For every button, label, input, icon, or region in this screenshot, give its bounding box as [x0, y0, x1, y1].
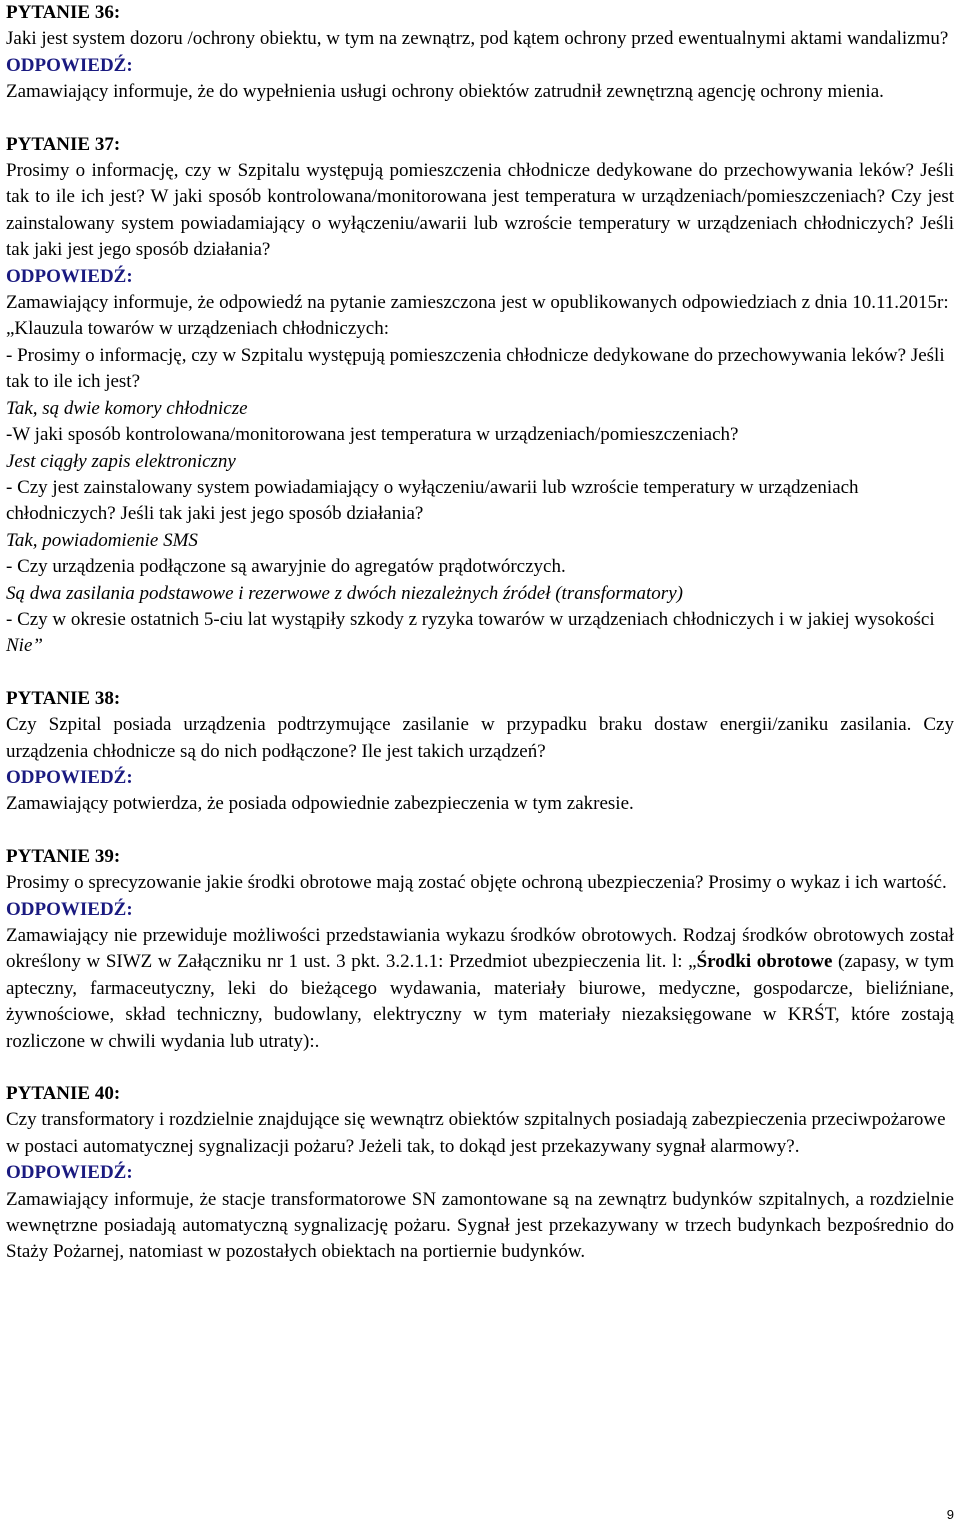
page-number: 9 [946, 1507, 954, 1522]
question-37-title: PYTANIE 37: [6, 133, 121, 155]
answer-39-text-post: (zapasy, w tym apteczny, farmaceutyczny, leki do bieżącego wydawania, materiały biurowe, medyczne, gospodarcze, bieliźniane, żywnościowe, skład techniczny, budowlany, elektryczny w tym materiały niezaksięgowane w KRŚT, które zostają rozliczone w chwili wydania lub utraty):. [6, 951, 954, 1052]
answer-37-text: Zamawiający informuje, że odpowiedź na pytanie zamieszczona jest w opublikowanych odpowiedziach z dnia 10.11.2015r: [6, 292, 949, 314]
question-36-title: PYTANIE 36: [6, 2, 121, 23]
answer-39-text-pre: Zamawiający nie przewiduje możliwości przedstawiania wykazu środków obrotowych. Rodzaj środków obrotowych został określony w SIWZ w Załączniku nr 1 ust. 3 pkt. 3.2.1.1: Przedmiot ubezpieczenia lit. l: „ [6, 925, 954, 973]
question-38-title: PYTANIE 38: [6, 687, 121, 709]
question-40-text: Czy transformatory i rozdzielnie znajdujące się wewnątrz obiektów szpitalnych posiadają zabezpieczenia przeciwpożarowe w postaci automatycznej sygnalizacji pożaru? Jeżeli tak, to dokąd jest przekazywany sygnał alarmowy?. [6, 1109, 946, 1157]
question-38-text: Czy Szpital posiada urządzenia podtrzymujące zasilanie w przypadku braku dostaw energii/zaniku zasilania. Czy urządzenia chłodnicze są do nich podłączone? Ile jest takich urządzeń? [6, 714, 954, 762]
answer-37-item-2-question: -W jaki sposób kontrolowana/monitorowana jest temperatura w urządzeniach/pomieszczeniach? [6, 424, 739, 446]
document-page [6, 0, 954, 1266]
question-37-text: Prosimy o informację, czy w Szpitalu występują pomieszczenia chłodnicze dedykowane do przechowywania leków? Jeśli tak to ile ich jest? W jaki sposób kontrolowana/monitorowana jest temperatura w urządzeniach/pomieszczeniach? Czy jest zainstalowany system powiadamiający o wyłączeniu/awarii lub wzroście temperatury w urządzeniach chłodniczych? Jeśli tak jaki jest jego sposób działania? [6, 160, 954, 261]
answer-36-text: Zamawiający informuje, że do wypełnienia usługi ochrony obiektów zatrudnił zewnętrzną agencję ochrony mienia. [6, 81, 884, 103]
question-40-title: PYTANIE 40: [6, 1083, 121, 1105]
answer-39-label: ODPOWIEDŹ: [6, 898, 133, 920]
answer-37-label: ODPOWIEDŹ: [6, 265, 133, 287]
answer-37-quote-title: „Klauzula towarów w urządzeniach chłodniczych: [6, 318, 389, 340]
answer-37-item-2-answer: Jest ciągły zapis elektroniczny [6, 450, 236, 472]
answer-36-label: ODPOWIEDŹ: [6, 54, 133, 76]
answer-37-item-1-question: - Prosimy o informację, czy w Szpitalu występują pomieszczenia chłodnicze dedykowane do przechowywania leków? Jeśli tak to ile ich jest? [6, 344, 945, 393]
answer-39-text [6, 923, 954, 1055]
answer-37-item-5-answer: Nie” [6, 635, 43, 657]
question-39-text: Prosimy o sprecyzowanie jakie środki obrotowe mają zostać objęte ochroną ubezpieczenia? Prosimy o wykaz i ich wartość. [6, 872, 947, 894]
answer-37-item-4-answer: Są dwa zasilania podstawowe i rezerwowe z dwóch niezależnych źródeł (transformatory) [6, 582, 683, 604]
answer-38-label: ODPOWIEDŹ: [6, 766, 133, 788]
question-39-title: PYTANIE 39: [6, 845, 121, 867]
question-36-text: Jaki jest system dozoru /ochrony obiektu, w tym na zewnątrz, pod kątem ochrony przed ewentualnymi aktami wandalizmu? [6, 28, 949, 50]
answer-37-item-4-question: - Czy urządzenia podłączone są awaryjnie do agregatów prądotwórczych. [6, 556, 566, 578]
answer-40-text: Zamawiający informuje, że stacje transformatorowe SN zamontowane są na zewnątrz budynków szpitalnych, a rozdzielnie wewnętrzne posiadają automatyczną sygnalizację pożaru. Sygnał jest przekazywany w trzech budynkach bezpośrednio do Staży Pożarnej, natomiast w pozostałych obiektach na portiernie budynków. [6, 1188, 954, 1263]
answer-39-text-bold: Środki obrotowe [696, 951, 833, 973]
answer-38-text: Zamawiający potwierdza, że posiada odpowiednie zabezpieczenia w tym zakresie. [6, 793, 634, 815]
answer-37-item-1-answer: Tak, są dwie komory chłodnicze [6, 397, 248, 419]
answer-37-item-3-answer: Tak, powiadomienie SMS [6, 529, 198, 551]
answer-37-item-3-question: - Czy jest zainstalowany system powiadamiający o wyłączeniu/awarii lub wzroście temperatury w urządzeniach chłodniczych? Jeśli tak jaki jest jego sposób działania? [6, 476, 859, 525]
answer-37-item-5-question: - Czy w okresie ostatnich 5-ciu lat wystąpiły szkody z ryzyka towarów w urządzeniach chłodniczych i w jakiej wysokości [6, 608, 935, 630]
answer-40-label: ODPOWIEDŹ: [6, 1162, 133, 1184]
